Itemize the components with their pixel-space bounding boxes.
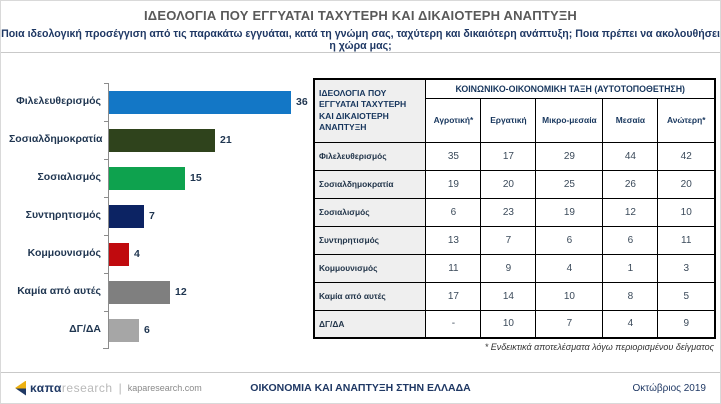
data-cell: 1 — [603, 254, 658, 282]
bar-row — [9, 83, 311, 121]
bar-value-label: 6 — [144, 324, 150, 336]
bar-category-label: Φιλελευθερισμός — [16, 95, 101, 108]
crosstab-panel — [311, 53, 720, 371]
data-cell: 26 — [603, 170, 658, 198]
row-label: Σοσιαλισμός — [314, 198, 426, 226]
data-cell: 10 — [536, 282, 603, 310]
bar-chart — [9, 83, 311, 349]
data-cell: 4 — [603, 310, 658, 338]
data-cell: 11 — [658, 226, 715, 254]
table-corner-header: ΙΔΕΟΛΟΓΙΑ ΠΟΥ ΕΓΓΥΑΤΑΙ ΤΑΧΥΤΕΡΗ ΚΑΙ ΔΙΚΑΙΟΤΕΡΗ ΑΝΑΠΤΥΞΗ — [314, 79, 426, 142]
bar — [109, 167, 185, 190]
data-cell: 10 — [481, 310, 536, 338]
bar-category-label: ΔΓ/ΔΑ — [69, 323, 101, 336]
axis-tick — [104, 311, 109, 312]
table-row — [314, 282, 715, 310]
data-cell: 17 — [426, 282, 481, 310]
slide-header — [1, 1, 720, 53]
bar-value-label: 15 — [190, 172, 202, 184]
table-row — [314, 142, 715, 170]
bar — [109, 281, 170, 304]
footer-survey-title: ΟΙΚΟΝΟΜΙΑ ΚΑΙ ΑΝΑΠΤΥΞΗ ΣΤΗΝ ΕΛΛΑΔΑ — [250, 382, 471, 394]
column-header: Αγροτική* — [426, 98, 481, 142]
data-cell: 10 — [658, 198, 715, 226]
table-row — [314, 254, 715, 282]
bar-row — [9, 273, 311, 311]
bar-value-label: 12 — [175, 286, 187, 298]
data-cell: 6 — [603, 226, 658, 254]
footer-date: Οκτώβριος 2019 — [632, 382, 706, 394]
data-cell: 6 — [536, 226, 603, 254]
data-cell: 19 — [536, 198, 603, 226]
table-row — [314, 226, 715, 254]
bar-row — [9, 311, 311, 349]
table-row — [314, 198, 715, 226]
bar — [109, 91, 291, 114]
data-cell: 9 — [481, 254, 536, 282]
bar-row — [9, 121, 311, 159]
data-cell: 3 — [658, 254, 715, 282]
data-cell: 23 — [481, 198, 536, 226]
bar-value-label: 36 — [296, 96, 308, 108]
table-group-header: ΚΟΙΝΩΝΙΚΟ-ΟΙΚΟΝΟΜΙΚΗ ΤΑΞΗ (ΑΥΤΟΤΟΠΟΘΕΤΗΣΗ) — [426, 79, 715, 98]
data-cell: 7 — [536, 310, 603, 338]
column-header: Μικρο-μεσαία — [536, 98, 603, 142]
axis-tick — [104, 83, 109, 84]
data-cell: 8 — [603, 282, 658, 310]
bar-category-label: Κομμουνισμός — [27, 247, 101, 260]
slide-title: ΙΔΕΟΛΟΓΙΑ ΠΟΥ ΕΓΓΥΑΤΑΙ ΤΑΧΥΤΕΡΗ ΚΑΙ ΔΙΚΑΙΟΤΕΡΗ ΑΝΑΠΤΥΞΗ — [143, 8, 578, 23]
bar — [109, 319, 139, 342]
logo-brand-kapa: καπα — [30, 381, 62, 395]
bar-track — [108, 159, 311, 197]
column-header: Εργατική — [481, 98, 536, 142]
bar-row — [9, 159, 311, 197]
bar — [109, 205, 144, 228]
row-label: Σοσιαλδημοκρατία — [314, 170, 426, 198]
crosstab-table — [313, 78, 716, 339]
data-cell: 5 — [658, 282, 715, 310]
bar — [109, 129, 215, 152]
data-cell: 13 — [426, 226, 481, 254]
axis-tick — [104, 197, 109, 198]
data-cell: 7 — [481, 226, 536, 254]
data-cell: 42 — [658, 142, 715, 170]
slide-footer — [1, 372, 720, 403]
row-label: Κομμουνισμός — [314, 254, 426, 282]
bar-category-label: Καμία από αυτές — [17, 285, 101, 298]
bar-value-label: 4 — [134, 248, 140, 260]
bar-row — [9, 235, 311, 273]
kapa-logo-icon — [15, 381, 26, 396]
bar-category-label: Συντηρητισμός — [25, 209, 101, 222]
kapa-research-logo — [15, 381, 215, 396]
data-cell: 29 — [536, 142, 603, 170]
data-cell: 9 — [658, 310, 715, 338]
data-cell: 11 — [426, 254, 481, 282]
bar-track — [108, 197, 311, 235]
bar-track — [108, 311, 311, 349]
bar-value-label: 21 — [220, 134, 232, 146]
logo-website: kaparesearch.com — [127, 383, 202, 393]
bar-category-label: Σοσιαλδημοκρατία — [9, 133, 103, 146]
slide-subtitle: Ποια ιδεολογική προσέγγιση από τις παρακάτω εγγυάται, κατά τη γνώμη σας, ταχύτερη και δικαιότερη ανάπτυξη; Ποια πρέπει να ακολουθήσει η χώρα μας; — [1, 28, 720, 52]
table-row — [314, 310, 715, 338]
row-label: Συντηρητισμός — [314, 226, 426, 254]
column-header: Ανώτερη* — [658, 98, 715, 142]
axis-tick — [104, 121, 109, 122]
table-row — [314, 170, 715, 198]
axis-tick — [104, 159, 109, 160]
data-cell: 6 — [426, 198, 481, 226]
data-cell: 35 — [426, 142, 481, 170]
bar-track — [108, 121, 311, 159]
bar-row — [9, 197, 311, 235]
data-cell: 19 — [426, 170, 481, 198]
column-header: Μεσαία — [603, 98, 658, 142]
axis-tick — [104, 273, 109, 274]
bar-chart-panel — [1, 53, 311, 371]
bar-value-label: 7 — [149, 210, 155, 222]
data-cell: 14 — [481, 282, 536, 310]
row-label: ΔΓ/ΔΑ — [314, 310, 426, 338]
data-cell: 20 — [481, 170, 536, 198]
data-cell: 12 — [603, 198, 658, 226]
table-body — [314, 142, 715, 338]
axis-tick — [103, 348, 108, 349]
row-label: Καμία από αυτές — [314, 282, 426, 310]
data-cell: - — [426, 310, 481, 338]
table-footnote: * Ενδεικτικά αποτελέσματα λόγω περιορισμένου δείγματος — [484, 342, 714, 352]
axis-tick — [104, 235, 109, 236]
logo-separator: | — [118, 381, 122, 395]
data-cell: 20 — [658, 170, 715, 198]
row-label: Φιλελευθερισμός — [314, 142, 426, 170]
data-cell: 25 — [536, 170, 603, 198]
bar — [109, 243, 129, 266]
logo-brand-research: research — [61, 381, 113, 395]
data-cell: 17 — [481, 142, 536, 170]
data-cell: 4 — [536, 254, 603, 282]
bar-track — [108, 83, 311, 121]
bar-track — [108, 235, 311, 273]
bar-track — [108, 273, 311, 311]
main-content — [1, 53, 720, 371]
data-cell: 44 — [603, 142, 658, 170]
bar-category-label: Σοσιαλισμός — [37, 171, 101, 184]
